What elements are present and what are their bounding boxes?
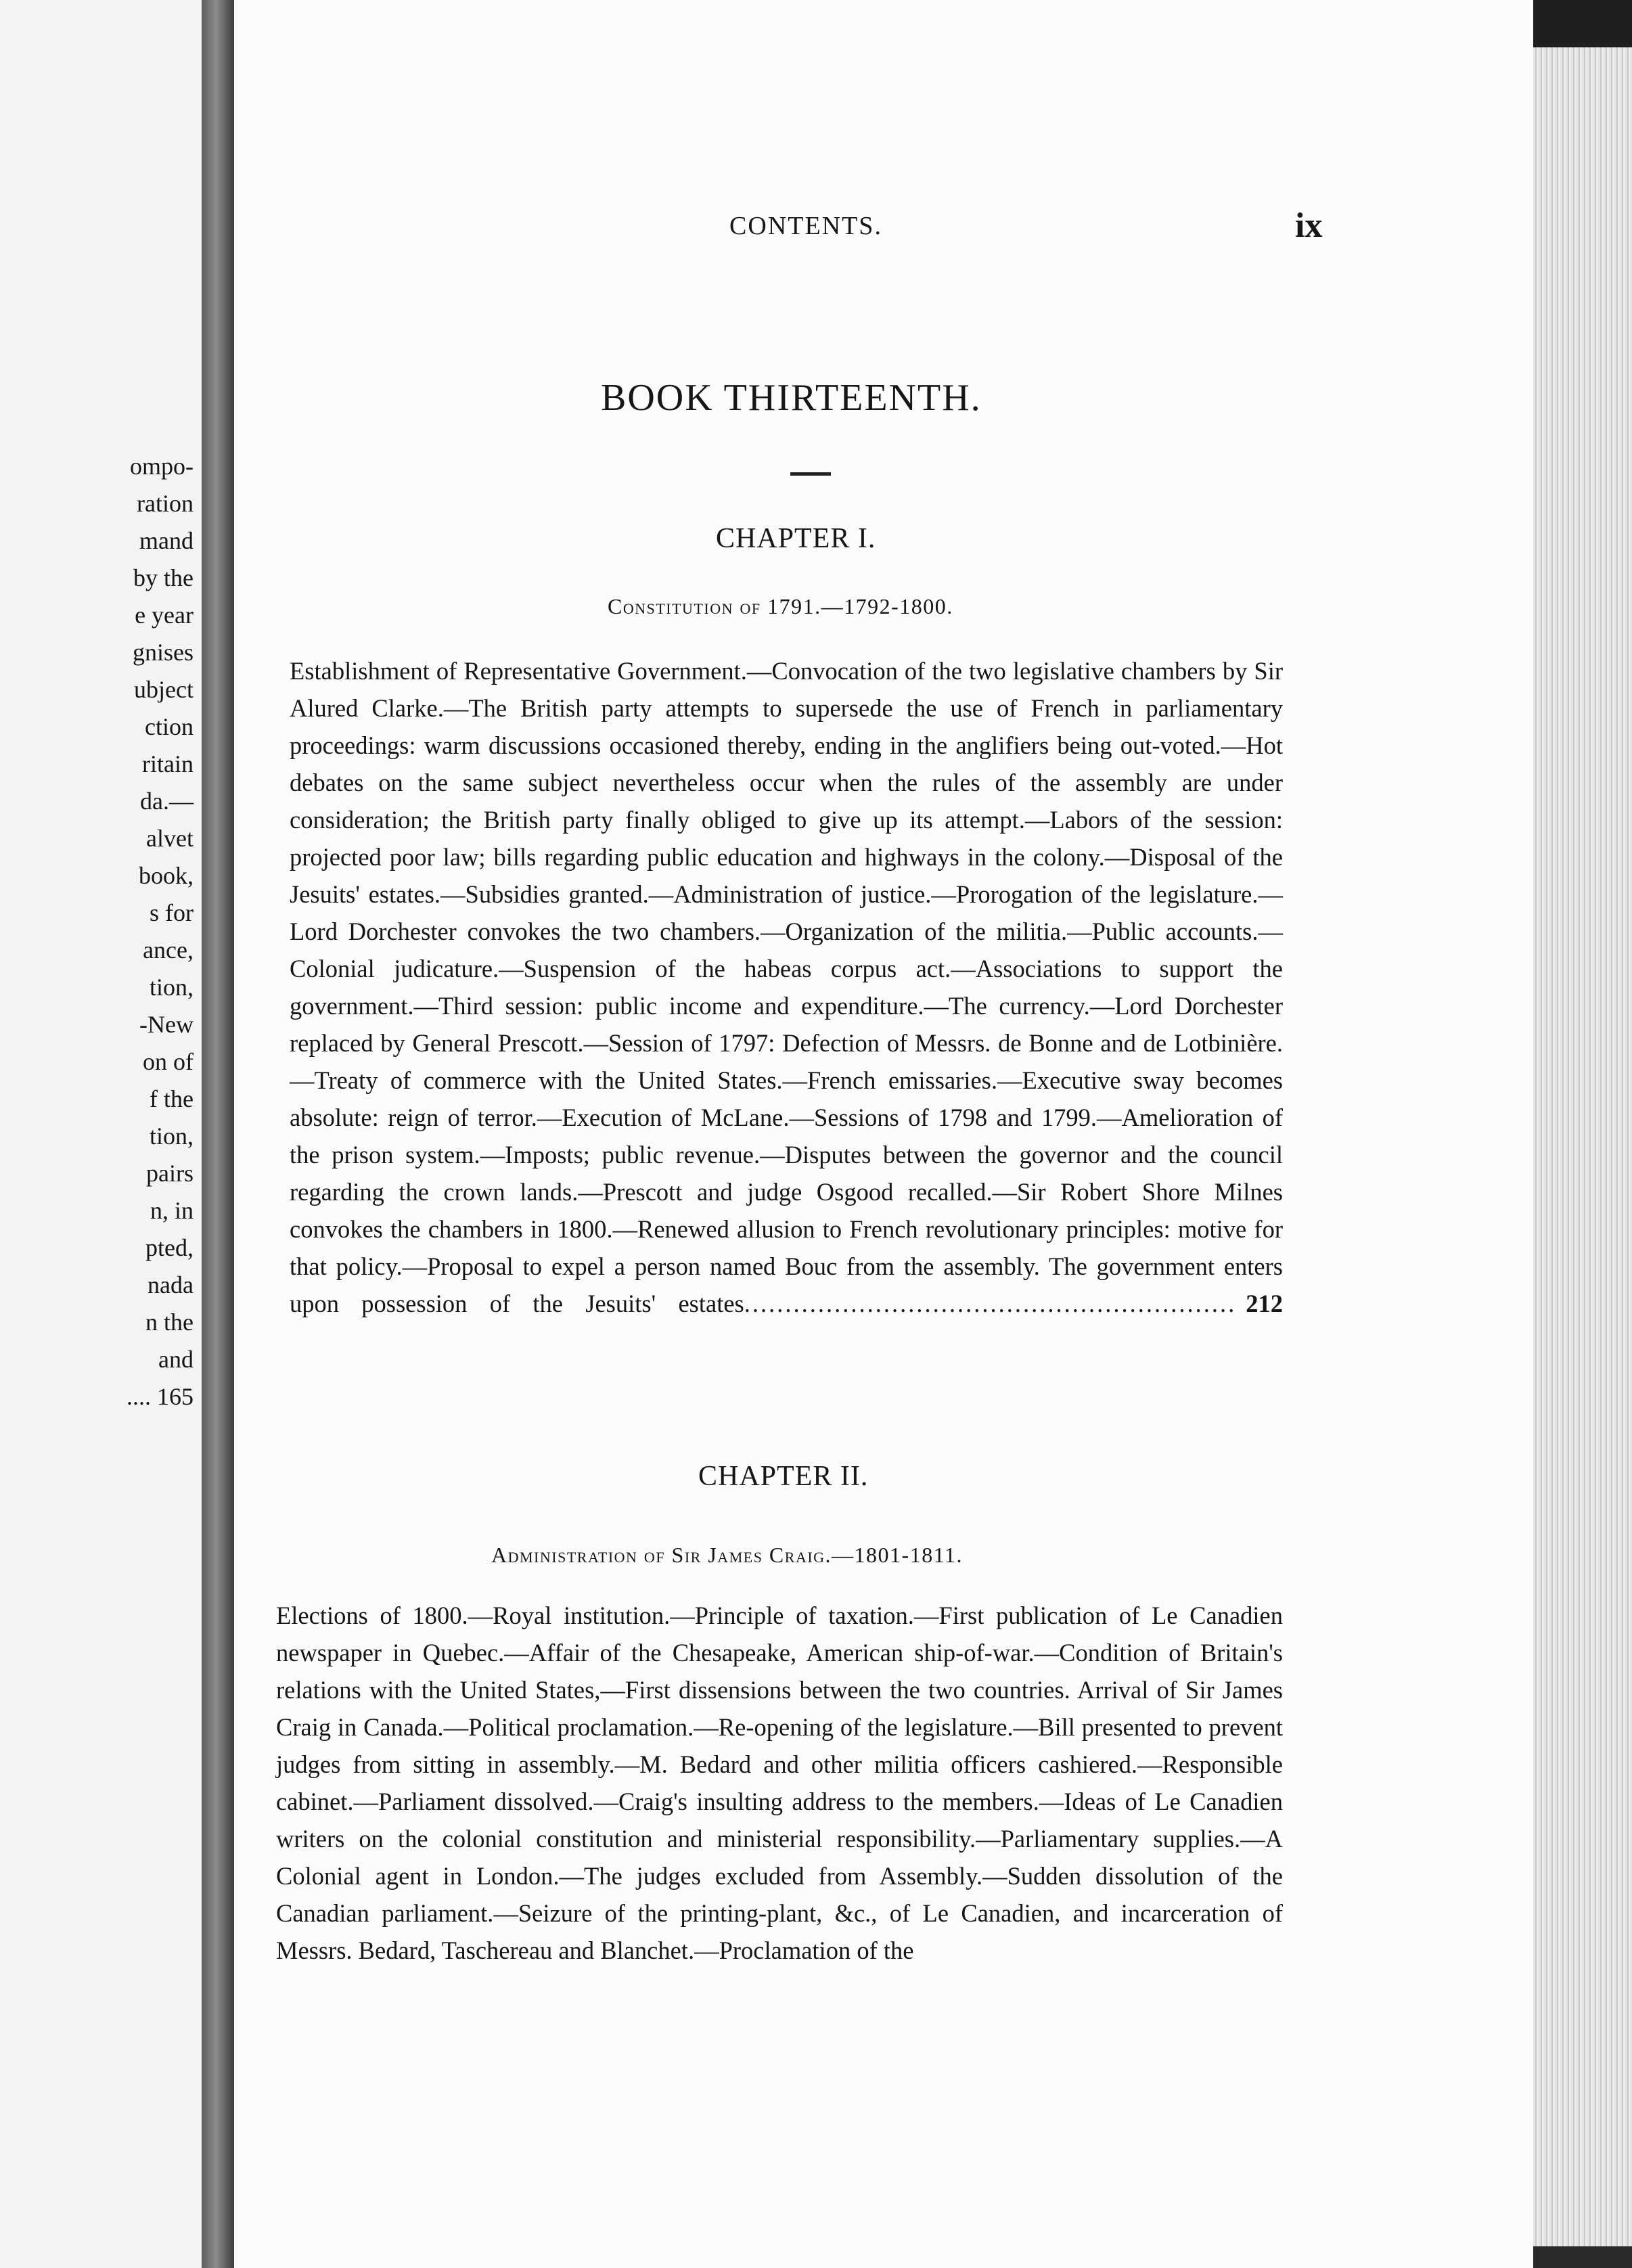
dot-leaders: ............................................................	[744, 1290, 1237, 1317]
page-edges	[1533, 47, 1632, 2246]
left-page-line: ompo-	[130, 453, 194, 480]
background-edge	[1533, 0, 1632, 47]
left-page-line: -New	[139, 1011, 194, 1038]
chapter-2-summary	[276, 1597, 1283, 1969]
left-page-line: da.—	[140, 788, 194, 815]
book-gutter	[202, 0, 234, 2268]
title-rule	[790, 472, 831, 476]
left-page-line: ritain	[142, 750, 194, 777]
left-page-line: tion,	[149, 974, 194, 1001]
chapter-1-subheading: Constitution of 1791.—1792-1800.	[608, 594, 953, 618]
left-page-line: pted,	[145, 1234, 194, 1261]
left-page-line: gnises	[133, 639, 194, 666]
left-page-line: by the	[133, 564, 194, 591]
left-page-line: n the	[145, 1309, 194, 1336]
left-page-line: .... 165	[127, 1383, 194, 1410]
left-page-line: mand	[139, 527, 194, 554]
left-page-line: e year	[135, 602, 194, 629]
page-folio: ix	[1295, 206, 1323, 245]
chapter-1-summary-text	[290, 652, 1283, 1322]
left-page-line: and	[158, 1346, 194, 1373]
left-page-fragment	[0, 0, 202, 2268]
chapter-1-summary	[290, 652, 1283, 1322]
chapter-2-subheading: Administration of Sir James Craig.—1801-1811.	[491, 1543, 964, 1567]
left-page-line: tion,	[149, 1122, 194, 1150]
left-page-line: ubject	[134, 676, 194, 703]
left-page-line: ance,	[143, 936, 194, 963]
left-page-line: ction	[145, 713, 194, 740]
left-page-line: pairs	[146, 1160, 194, 1187]
left-page-line: s for	[150, 899, 194, 926]
book-title: BOOK THIRTEENTH.	[601, 377, 982, 419]
chapter-1-summary-body: Establishment of Representative Government.—Convocation of the two legislative chambers by Sir Alured Clarke.—The British party attempts to supersede the use of French in parliamentary proceedings: warm discussions occasioned thereby, ending in the anglifiers being out-voted.—Hot debates on the same subject nevertheless occur when the rules of the assembly are under consideration; the British party finally obliged to give up its attempt.—Labors of the session: projected poor law; bills regarding public education and highways in the colony.—Disposal of the Jesuits' estates.—Subsidies granted.—Administration of justice.—Prorogation of the legislature.—Lord Dorchester convokes the two chambers.—Organization of the militia.—Public accounts.—Colonial judicature.—Suspension of the habeas corpus act.—Associations to support the government.—Third session: public income and expenditure.—The currency.—Lord Dorchester replaced by General Prescott.—Session of 1797: Defection of Messrs. de Bonne and de Lotbinière.—Treaty of commerce with the United States.—French emissaries.—Executive sway becomes absolute: reign of terror.—Execution of McLane.—Sessions of 1798 and 1799.—Amelioration of the prison system.—Imposts; public revenue.—Disputes between the governor and the council regarding the crown lands.—Prescott and judge Osgood recalled.—Sir Robert Shore Milnes convokes the chambers in 1800.—Renewed allusion to French revolutionary principles: motive for that policy.—Proposal to expel a person named Bouc from the assembly. The government enters upon possession of the Jesuits' estates	[290, 657, 1283, 1317]
left-page-line: f the	[150, 1085, 194, 1112]
chapter-2-heading: CHAPTER II.	[698, 1461, 869, 1492]
chapter-2-summary-text: Elections of 1800.—Royal institution.—Principle of taxation.—First publication of Le Canadien newspaper in Quebec.—Affair of the Chesapeake, American ship-of-war.—Condition of Britain's relations with the United States,—First dissensions between the two countries. Arrival of Sir James Craig in Canada.—Political proclamation.—Re-opening of the legislature.—Bill presented to prevent judges from sitting in assembly.—M. Bedard and other militia officers cashiered.—Responsible cabinet.—Parliament dissolved.—Craig's insulting address to the members.—Ideas of Le Canadien writers on the colonial constitution and ministerial responsibility.—Parliamentary supplies.—A Colonial agent in London.—The judges excluded from Assembly.—Sudden dissolution of the Canadian parliament.—Seizure of the printing-plant, &c., of Le Canadien, and incarceration of Messrs. Bedard, Taschereau and Blanchet.—Proclamation of the	[276, 1602, 1283, 1964]
chapter-1-page-number: 212	[1246, 1290, 1283, 1317]
left-page-line: nada	[148, 1271, 194, 1298]
left-page-line: book,	[139, 862, 194, 889]
chapter-1-heading: CHAPTER I.	[716, 523, 876, 554]
left-page-line: on of	[143, 1048, 194, 1075]
running-head: CONTENTS.	[729, 212, 882, 240]
left-page-line: n, in	[150, 1197, 194, 1224]
left-page-line: alvet	[146, 825, 194, 852]
left-page-line: ration	[137, 490, 194, 517]
contents-page	[234, 0, 1533, 2268]
